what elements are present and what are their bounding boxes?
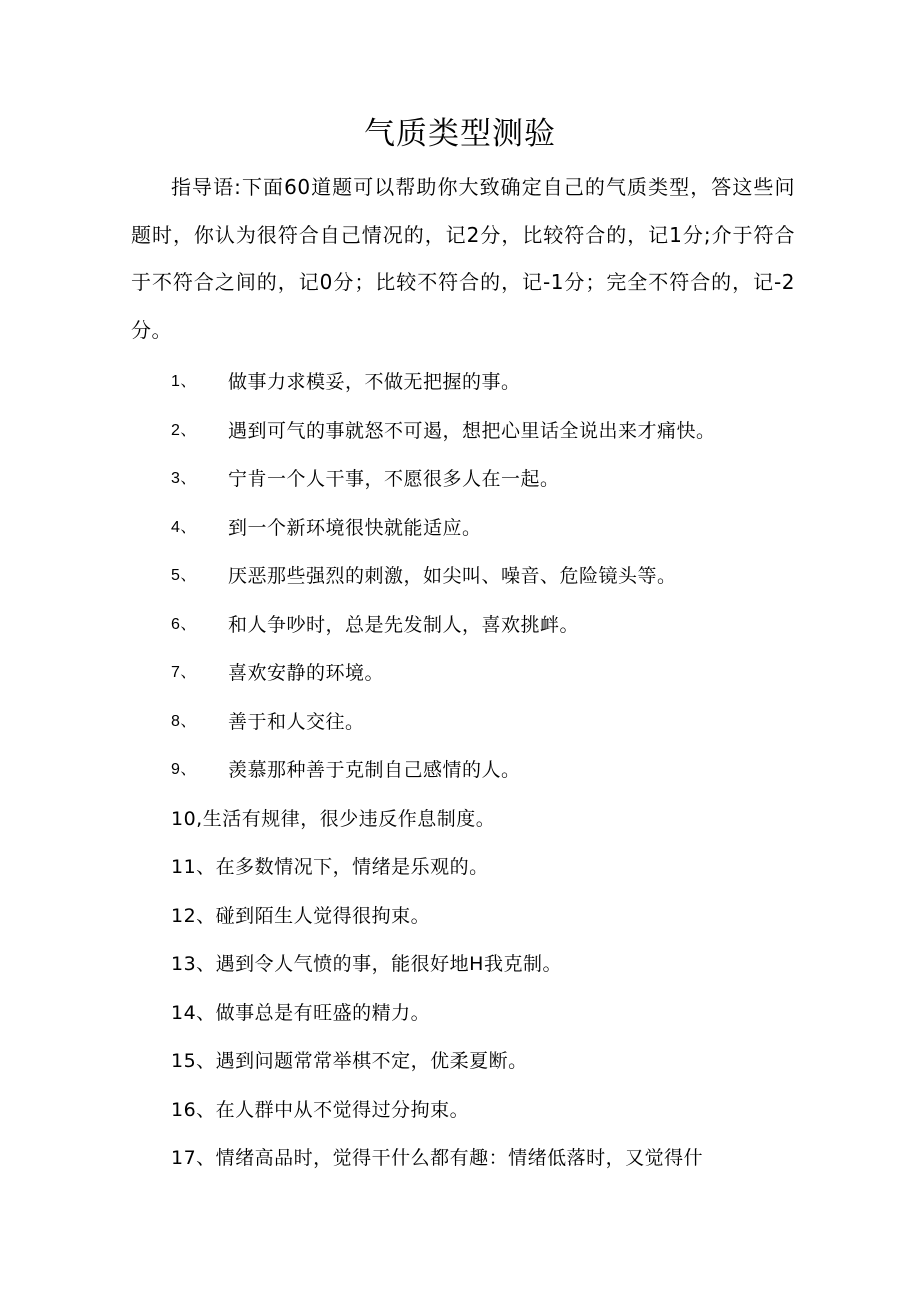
question-line: 10,生活有规律，很少违反作息制度。 <box>171 807 496 830</box>
question-line: 16、在人群中从不觉得过分拘束。 <box>171 1098 470 1121</box>
question-line: 14、做事总是有旺盛的精力。 <box>171 1001 431 1024</box>
question-item <box>0 1086 920 1135</box>
question-item <box>0 358 920 407</box>
question-text: 到一个新环境很快就能适应。 <box>228 516 482 539</box>
question-text: 厌恶那些强烈的刺激，如尖叫、噪音、危险镜头等。 <box>228 565 677 587</box>
question-item <box>0 601 920 650</box>
question-text: 喜欢安静的环境。 <box>228 662 385 684</box>
question-item <box>0 843 920 892</box>
question-line: 13、遇到令人气愤的事，能很好地H我克制。 <box>171 953 562 975</box>
question-item <box>0 649 920 698</box>
question-number: 2、 <box>171 421 197 439</box>
question-line: 11、在多数情况下，情绪是乐观的。 <box>171 856 489 878</box>
question-text: 和人争吵时，总是先发制人，喜欢挑衅。 <box>228 613 580 636</box>
question-number: 3、 <box>171 470 197 487</box>
question-text: 宁肯一个人干事，不愿很多人在一起。 <box>228 468 560 490</box>
question-item <box>0 407 920 456</box>
question-item <box>0 455 920 504</box>
question-text: 善于和人交往。 <box>228 710 365 733</box>
question-text: 遇到可气的事就怒不可遏，想把心里话全说出来才痛快。 <box>228 419 716 442</box>
question-item <box>0 552 920 601</box>
document-title: 气质类型测验 <box>364 116 556 152</box>
question-number: 8、 <box>171 712 197 730</box>
question-item <box>0 795 920 844</box>
question-number: 5、 <box>171 567 197 584</box>
instructions-paragraph: 指导语:下面60道题可以帮助你大致确定自己的气质类型，答这些问题时，你认为很符合自己情况的，记2分，比较符合的，记1分;介于符合于不符合之间的，记0分；比较不符合的，记-1分；完全不符合的，记-2分。 <box>131 175 795 342</box>
question-item <box>0 746 920 795</box>
question-item <box>0 989 920 1038</box>
question-line: 15、遇到问题常常举棋不定，优柔夏断。 <box>171 1050 528 1072</box>
question-item <box>0 892 920 941</box>
question-item <box>0 698 920 747</box>
question-item <box>0 1134 920 1183</box>
question-item <box>0 504 920 553</box>
question-text: 羡慕那种善于克制自己感情的人。 <box>228 759 521 781</box>
question-item <box>0 940 920 989</box>
question-number: 4、 <box>171 518 197 536</box>
question-text: 做事力求模妥，不做无把握的事。 <box>228 371 521 393</box>
question-number: 7、 <box>171 664 197 681</box>
question-number: 6、 <box>171 615 197 633</box>
question-number: 1、 <box>171 373 197 390</box>
question-line: 12、碰到陌生人觉得很拘束。 <box>171 904 431 927</box>
question-list <box>0 358 920 1183</box>
question-line: 17、情绪高品时，觉得干什么都有趣：情绪低落时，又觉得什 <box>171 1147 704 1169</box>
question-number: 9、 <box>171 761 197 778</box>
question-item <box>0 1037 920 1086</box>
